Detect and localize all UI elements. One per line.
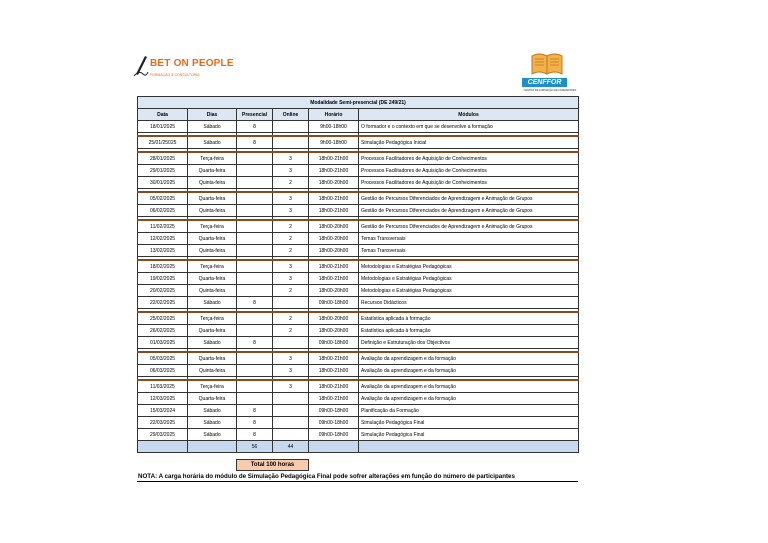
day-cell: Sábado [188, 417, 237, 429]
time-cell: 18h00-21h00 [309, 352, 359, 365]
online-cell: 2 [273, 220, 309, 233]
module-cell: Simulação Pedagógica Inicial [359, 136, 579, 149]
online-cell: 2 [273, 312, 309, 325]
date-cell: 25/02/2025 [138, 312, 188, 325]
module-cell: Temas Transversais [359, 245, 579, 257]
table-row [138, 337, 579, 349]
module-cell: Gestão de Percursos Diferenciados de Aprendizagem e Animação de Grupos [359, 205, 579, 217]
module-cell: Avaliação da aprendizagem e da formação [359, 393, 579, 405]
table-row [138, 393, 579, 405]
module-cell: Estatística aplicada à formação [359, 312, 579, 325]
presencial-cell [237, 380, 273, 393]
online-cell: 3 [273, 205, 309, 217]
totals-empty-cell [309, 441, 359, 453]
date-cell: 13/02/2025 [138, 245, 188, 257]
cenffor-subtitle: CENTRO DE FORMAÇÃO DE FORMADORES [523, 89, 577, 92]
day-cell: Quinta-feira [188, 285, 237, 297]
module-cell: Simulação Pedagógica Final [359, 429, 579, 441]
time-cell: 18h00-21h00 [309, 273, 359, 285]
header-online: Online [273, 109, 309, 121]
presencial-cell [237, 352, 273, 365]
table-row [138, 220, 579, 233]
header-data: Data [138, 109, 188, 121]
presencial-cell: 8 [237, 297, 273, 309]
table-row [138, 233, 579, 245]
online-cell [273, 429, 309, 441]
date-cell: 26/02/2025 [138, 325, 188, 337]
presencial-cell [237, 312, 273, 325]
time-cell: 18h00-20h00 [309, 312, 359, 325]
table-row [138, 325, 579, 337]
totals-empty-cell [188, 441, 237, 453]
date-cell: 22/02/2025 [138, 297, 188, 309]
module-cell: Processos Facilitadores de Aquisição de Conhecimentos [359, 152, 579, 165]
table-header-row [138, 109, 579, 121]
module-cell: Metodologias e Estratégias Pedagógicas [359, 260, 579, 273]
table-row [138, 192, 579, 205]
online-cell [273, 405, 309, 417]
module-cell: Planificação da Formação [359, 405, 579, 417]
time-cell: 18h00-20h00 [309, 325, 359, 337]
date-cell: 05/02/2025 [138, 192, 188, 205]
online-cell: 2 [273, 325, 309, 337]
table-row [138, 380, 579, 393]
presencial-cell: 8 [237, 429, 273, 441]
online-cell: 3 [273, 152, 309, 165]
module-cell: Temas Transversais [359, 233, 579, 245]
date-cell: 29/01/2025 [138, 165, 188, 177]
time-cell: 18h00-21h00 [309, 365, 359, 377]
header-modulos: Módulos [359, 109, 579, 121]
online-cell: 2 [273, 233, 309, 245]
date-cell: 29/03/2025 [138, 429, 188, 441]
time-cell: 09h00-18h00 [309, 417, 359, 429]
table-row [138, 352, 579, 365]
table-title: Modalidade Semi-presencial (DE 249/21) [138, 97, 579, 109]
date-cell: 30/01/2025 [138, 177, 188, 189]
time-cell: 18h00-20h00 [309, 233, 359, 245]
day-cell: Quinta-feira [188, 205, 237, 217]
presencial-cell [237, 325, 273, 337]
day-cell: Quarta-feira [188, 352, 237, 365]
schedule-table [137, 96, 579, 453]
time-cell: 18h00-20h00 [309, 245, 359, 257]
online-cell [273, 297, 309, 309]
time-cell: 18h00-21h00 [309, 192, 359, 205]
module-cell: Definição e Estruturação dos Objectivos [359, 337, 579, 349]
time-cell: 18h00-21h00 [309, 393, 359, 405]
date-cell: 20/02/2025 [138, 285, 188, 297]
day-cell: Quinta-feira [188, 177, 237, 189]
date-cell: 12/02/2025 [138, 233, 188, 245]
presencial-cell [237, 220, 273, 233]
online-cell [273, 121, 309, 133]
table-row [138, 405, 579, 417]
online-cell: 3 [273, 192, 309, 205]
time-cell: 18h00-21h00 [309, 380, 359, 393]
online-cell [273, 337, 309, 349]
header-dias: Dias [188, 109, 237, 121]
online-cell: 3 [273, 380, 309, 393]
time-cell: 18h00-20h00 [309, 285, 359, 297]
book-logo-icon [530, 48, 564, 78]
cenffor-logo: CENFFOR [522, 78, 567, 87]
date-cell: 18/01/2025 [138, 121, 188, 133]
total-presencial: 56 [237, 441, 273, 453]
module-cell: Recursos Didácticos [359, 297, 579, 309]
date-cell: 06/02/2025 [138, 205, 188, 217]
module-cell: Simulação Pedagógica Final [359, 417, 579, 429]
pen-logo-icon [133, 52, 149, 78]
time-cell: 9h00-18h00 [309, 136, 359, 149]
grand-total: Total 100 horas [236, 459, 309, 471]
module-cell: Metodologias e Estratégias Pedagógicas [359, 285, 579, 297]
table-row [138, 152, 579, 165]
time-cell: 18h00-21h00 [309, 165, 359, 177]
table-row [138, 260, 579, 273]
online-cell: 2 [273, 245, 309, 257]
day-cell: Sábado [188, 136, 237, 149]
presencial-cell [237, 245, 273, 257]
presencial-cell [237, 260, 273, 273]
day-cell: Quarta-feira [188, 393, 237, 405]
date-cell: 19/02/2025 [138, 273, 188, 285]
time-cell: 09h00-18h00 [309, 337, 359, 349]
day-cell: Terça-feira [188, 220, 237, 233]
presencial-cell [237, 165, 273, 177]
date-cell: 11/02/2025 [138, 220, 188, 233]
presencial-cell [237, 152, 273, 165]
footnote: NOTA: A carga horária do módulo de Simulação Pedagógica Final pode sofrer alterações em função do número de participantes [138, 473, 515, 480]
day-cell: Sábado [188, 429, 237, 441]
table-row [138, 121, 579, 133]
module-cell: O formador e o contexto em que se desenvolve a formação [359, 121, 579, 133]
time-cell: 09h00-18h00 [309, 405, 359, 417]
table-row [138, 136, 579, 149]
time-cell: 09h00-18h00 [309, 429, 359, 441]
table-row [138, 273, 579, 285]
presencial-cell [237, 177, 273, 189]
presencial-cell [237, 393, 273, 405]
day-cell: Quarta-feira [188, 165, 237, 177]
table-row [138, 245, 579, 257]
brand-name: BET ON PEOPLE [150, 58, 234, 69]
module-cell: Gestão de Percursos Diferenciados de Aprendizagem e Animação de Grupos [359, 220, 579, 233]
online-cell [273, 136, 309, 149]
table-row [138, 297, 579, 309]
module-cell: Metodologias e Estratégias Pedagógicas [359, 273, 579, 285]
header-presencial: Presencial [237, 109, 273, 121]
presencial-cell [237, 285, 273, 297]
day-cell: Quarta-feira [188, 192, 237, 205]
date-cell: 01/03/2025 [138, 337, 188, 349]
online-cell: 3 [273, 165, 309, 177]
day-cell: Terça-feira [188, 312, 237, 325]
day-cell: Quarta-feira [188, 273, 237, 285]
day-cell: Sábado [188, 121, 237, 133]
online-cell: 3 [273, 352, 309, 365]
date-cell: 22/03/2025 [138, 417, 188, 429]
date-cell: 18/02/2025 [138, 260, 188, 273]
totals-empty-cell [138, 441, 188, 453]
time-cell: 18h00-21h00 [309, 205, 359, 217]
module-cell: Processos Facilitadores de Aquisição de Conhecimentos [359, 177, 579, 189]
online-cell [273, 417, 309, 429]
table-row [138, 165, 579, 177]
day-cell: Terça-feira [188, 260, 237, 273]
table-row [138, 205, 579, 217]
online-cell: 3 [273, 260, 309, 273]
day-cell: Quinta-feira [188, 365, 237, 377]
module-cell: Gestão de Percursos Diferenciados de Aprendizagem e Animação de Grupos [359, 192, 579, 205]
presencial-cell [237, 192, 273, 205]
table-title-row [138, 97, 579, 109]
time-cell: 18h00-20h00 [309, 177, 359, 189]
presencial-cell [237, 233, 273, 245]
date-cell: 12/03/2025 [138, 393, 188, 405]
table-row [138, 285, 579, 297]
time-cell: 9h00-18h00 [309, 121, 359, 133]
day-cell: Terça-feira [188, 380, 237, 393]
online-cell: 2 [273, 177, 309, 189]
date-cell: 05/03/2025 [138, 352, 188, 365]
online-cell: 3 [273, 365, 309, 377]
header-horario: Horário [309, 109, 359, 121]
table-row [138, 312, 579, 325]
time-cell: 18h00-20h00 [309, 220, 359, 233]
date-cell: 28/01/2025 [138, 152, 188, 165]
module-cell: Processos Facilitadores de Aquisição de Conhecimentos [359, 165, 579, 177]
totals-empty-cell [359, 441, 579, 453]
table-row [138, 365, 579, 377]
table-row [138, 417, 579, 429]
online-cell: 3 [273, 273, 309, 285]
day-cell: Terça-feira [188, 152, 237, 165]
presencial-cell [237, 365, 273, 377]
date-cell: 06/03/2025 [138, 365, 188, 377]
time-cell: 18h00-21h00 [309, 152, 359, 165]
module-cell: Avaliação da aprendizagem e da formação [359, 365, 579, 377]
presencial-cell: 8 [237, 337, 273, 349]
date-cell: 15/03/2024 [138, 405, 188, 417]
presencial-cell: 8 [237, 417, 273, 429]
table-row [138, 429, 579, 441]
day-cell: Quinta-feira [188, 245, 237, 257]
table-row [138, 177, 579, 189]
date-cell: 25/01/25025 [138, 136, 188, 149]
time-cell: 18h00-21h00 [309, 260, 359, 273]
presencial-cell [237, 273, 273, 285]
presencial-cell [237, 205, 273, 217]
module-cell: Estatística aplicada à formação [359, 325, 579, 337]
presencial-cell: 8 [237, 405, 273, 417]
day-cell: Sábado [188, 337, 237, 349]
online-cell: 2 [273, 285, 309, 297]
online-cell [273, 393, 309, 405]
day-cell: Quarta-feira [188, 325, 237, 337]
presencial-cell: 8 [237, 121, 273, 133]
presencial-cell: 8 [237, 136, 273, 149]
total-online: 44 [273, 441, 309, 453]
module-cell: Avaliação da aprendizagem e da formação [359, 380, 579, 393]
brand-subtitle: FORMAÇÃO & CONSULTORIA [150, 73, 200, 77]
totals-row [138, 441, 579, 453]
date-cell: 11/03/2025 [138, 380, 188, 393]
day-cell: Sábado [188, 297, 237, 309]
module-cell: Avaliação da aprendizagem e da formação [359, 352, 579, 365]
footnote-divider [137, 481, 578, 482]
time-cell: 09h00-18h00 [309, 297, 359, 309]
day-cell: Quarta-feira [188, 233, 237, 245]
day-cell: Sábado [188, 405, 237, 417]
